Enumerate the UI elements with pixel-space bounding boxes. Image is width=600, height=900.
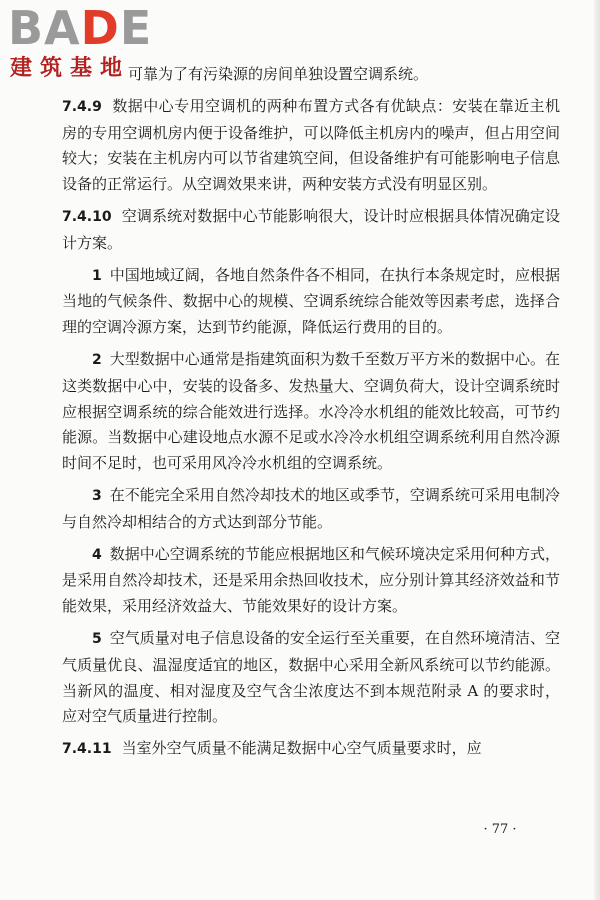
page-spine-shadow — [594, 0, 600, 900]
item-number: 5 — [92, 630, 102, 647]
item-number: 3 — [92, 487, 102, 504]
item-text: 中国地域辽阔，各地自然条件各不相同，在执行本条规定时，应根据当地的气候条件、数据中心的规模、空调系统综合能效等因素考虑，选择合理的空调冷源方案，达到节约能源，降低运行费用的目的。 — [62, 265, 560, 337]
document-body — [62, 62, 560, 763]
list-item — [62, 263, 560, 341]
clause-7-4-11 — [62, 736, 560, 763]
item-number: 1 — [92, 267, 102, 284]
list-item — [62, 542, 560, 620]
clause-text: 当室外空气质量不能满足数据中心空气质量要求时，应 — [121, 739, 482, 758]
watermark-brand-subtitle: 建筑基地 — [10, 56, 131, 81]
list-item — [62, 347, 560, 477]
item-number: 2 — [92, 351, 102, 368]
continued-paragraph: 可靠为了有污染源的房间单独设置空调系统。 — [128, 65, 429, 83]
item-text: 数据中心空调系统的节能应根据地区和气候环境决定采用何种方式，是采用自然冷却技术，还是采用余热回收技术，应分别计算其经济效益和节能效果，采用经济效益大、节能效果好的设计方案。 — [62, 544, 560, 616]
clause-number: 7.4.11 — [62, 741, 112, 758]
list-item — [62, 626, 560, 730]
clause-number: 7.4.10 — [62, 208, 112, 225]
clause-7-4-9 — [62, 94, 560, 198]
item-text: 在不能完全采用自然冷却技术的地区或季节，空调系统可采用电制冷与自然冷却相结合的方式达到部分节能。 — [62, 485, 560, 531]
list-item — [62, 483, 560, 536]
clause-text: 数据中心专用空调机的两种布置方式各有优缺点：安装在靠近主机房的专用空调机房内便于设备维护，可以降低主机房内的噪声，但占用空间较大；安装在主机房内可以节省建筑空间，但设备维护有可能影响电子信息设备的正常运行。从空调效果来讲，两种安装方式没有明显区别。 — [62, 96, 560, 194]
page-number: · 77 · — [483, 822, 517, 837]
item-text: 空气质量对电子信息设备的安全运行至关重要，在自然环境清洁、空气质量优良、温湿度适宜的地区，数据中心采用全新风系统可以节约能源。当新风的温度、相对湿度及空气含尘浓度达不到本规范附录 A 的要求时，应对空气质量进行控制。 — [62, 628, 560, 726]
item-number: 4 — [92, 546, 102, 563]
item-text: 大型数据中心通常是指建筑面积为数千至数万平方米的数据中心。在这类数据中心中，安装的设备多、发热量大、空调负荷大，设计空调系统时应根据空调系统的综合能效进行选择。水冷冷水机组的能效比较高，可节约能源。当数据中心建设地点水源不足或水冷冷水机组空调系统利用自然冷源时间不足时，也可采用风冷冷水机组的空调系统。 — [62, 349, 560, 473]
clause-7-4-10 — [62, 204, 560, 257]
clause-text: 空调系统对数据中心节能影响很大，设计时应根据具体情况确定设计方案。 — [62, 206, 560, 252]
watermark-brand-text: BADE — [8, 1, 153, 55]
clause-number: 7.4.9 — [62, 98, 102, 115]
